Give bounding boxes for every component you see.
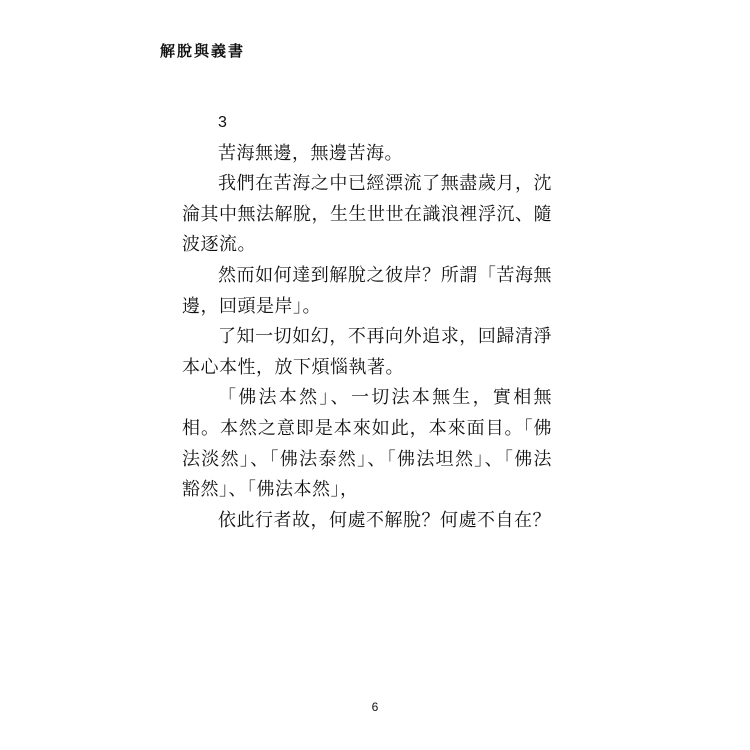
paragraph-1: 苦海無邊，無邊苦海。 [218, 142, 403, 164]
paragraph-2: 我們在苦海之中已經漂流了無盡歲月，沈淪其中無法解脫，生生世世在識浪裡浮沉、隨波逐流。 [182, 173, 552, 256]
main-text [182, 108, 552, 536]
paragraph-3: 然而如何達到解脫之彼岸？所謂「苦海無邊，回頭是岸」。 [182, 264, 552, 317]
paragraph-4: 了知一切如幻，不再向外追求，回歸清淨本心本性，放下煩惱執著。 [182, 326, 552, 378]
paragraph-6: 依此行者故，何處不解脫？何處不自在？ [218, 509, 551, 531]
paragraph-5: 「佛法本然」、一切法本無生，實相無相。本然之意即是本來如此，本來面目。「佛法淡然」、「佛法泰然」、「佛法坦然」、「佛法豁然」、「佛法本然」， [182, 387, 552, 501]
page-number: 6 [371, 700, 379, 714]
section-number: 3 [218, 114, 228, 131]
running-header: 解脫與義書 [160, 42, 246, 60]
